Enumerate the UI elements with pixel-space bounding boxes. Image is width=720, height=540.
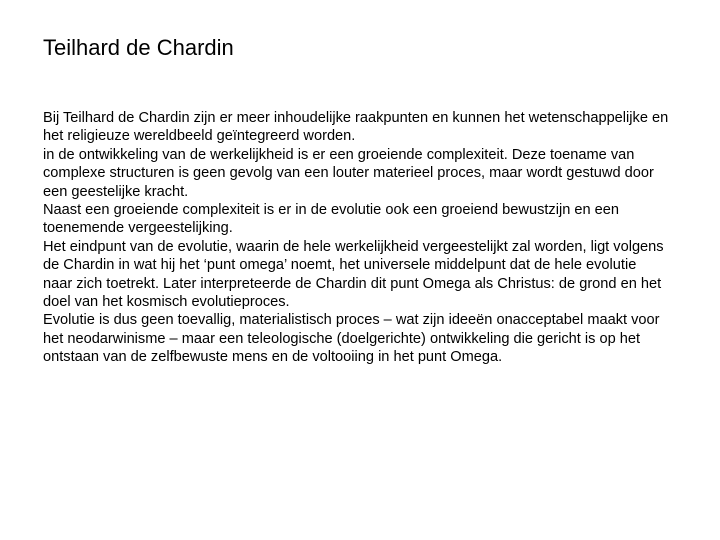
paragraph-3: Naast een groeiende complexiteit is er in de evolutie ook een groeiend bewustzijn en een toenemende vergeestelijking.: [43, 202, 620, 237]
paragraph-2: in de ontwikkeling van de werkelijkheid is er een groeiende complexiteit. Deze toename van complexe structuren is geen gevolg van een louter materieel proces, maar wordt gestuwd door een geestelijke kracht.: [43, 146, 654, 200]
paragraph-1: Bij Teilhard de Chardin zijn er meer inhoudelijke raakpunten en kunnen het wetenschappelijke en het religieuze wereldbeeld geïntegreerd worden.: [43, 110, 669, 145]
paragraph-4: Het eindpunt van de evolutie, waarin de hele werkelijkheid vergeestelijkt zal worden, ligt volgens de Chardin in wat hij het ‘punt omega’ noemt, het universele middelpunt dat de hele evolutie naar zich toetrekt. Later interpreteerde de Chardin dit punt Omega als Christus: de grond en het doel van het kosmisch evolutieproces.: [43, 238, 664, 311]
slide-body: [43, 109, 669, 367]
paragraph-5: Evolutie is dus geen toevallig, materialistisch proces – wat zijn ideeën onacceptabel maakt voor het neodarwinisme – maar een teleologische (doelgerichte) ontwikkeling die gericht is op het ontstaan van de zelfbewuste mens en de voltooiing in het punt Omega.: [43, 312, 660, 366]
slide-title: Teilhard de Chardin: [43, 35, 234, 60]
